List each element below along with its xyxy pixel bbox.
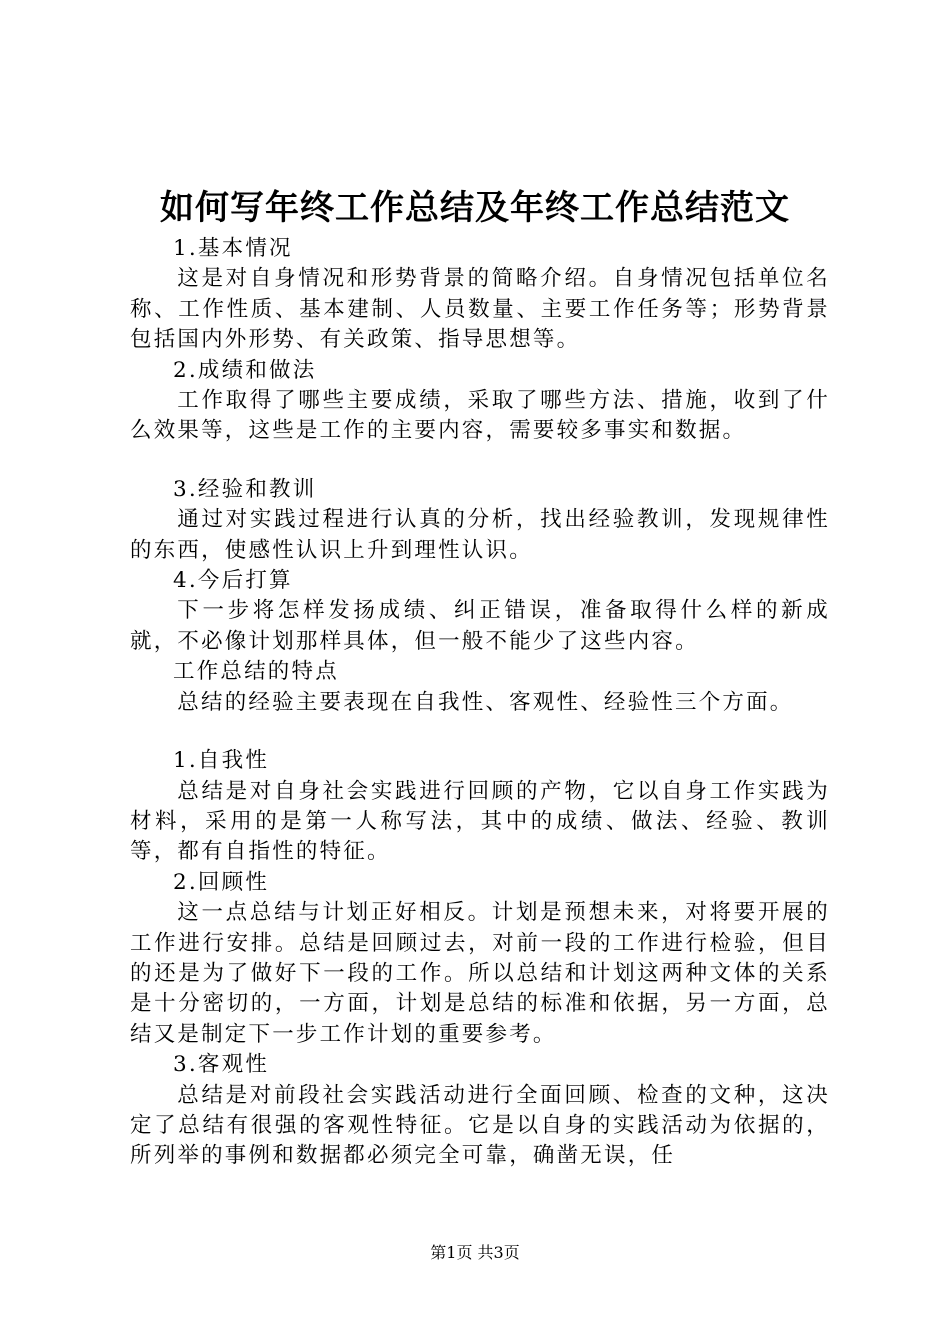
document-title: 如何写年终工作总结及年终工作总结范文 bbox=[160, 188, 790, 228]
section-heading-achievements: 2.成绩和做法 bbox=[173, 357, 317, 383]
section-heading-retrospective: 2.回顾性 bbox=[173, 869, 270, 895]
paragraph-achievements: 工作取得了哪些主要成绩，采取了哪些方法、措施，收到了什么效果等，这些是工作的主要内容，需要较多事实和数据。 bbox=[130, 388, 830, 444]
section-heading-self: 1.自我性 bbox=[173, 748, 270, 774]
paragraph-experience: 通过对实践过程进行认真的分析，找出经验教训，发现规律性的东西，使感性认识上升到理性认识。 bbox=[130, 507, 830, 563]
paragraph-retrospective: 这一点总结与计划正好相反。计划是预想未来，对将要开展的工作进行安排。总结是回顾过去，对前一段的工作进行检验，但目的还是为了做好下一段的工作。所以总结和计划这两种文体的关系是十分密切的，一方面，计划是总结的标准和依据，另一方面，总结又是制定下一步工作计划的重要参考。 bbox=[130, 900, 830, 1047]
paragraph-future-plans: 下一步将怎样发扬成绩、纠正错误，准备取得什么样的新成就，不必像计划那样具体，但一般不能少了这些内容。 bbox=[130, 598, 830, 654]
section-heading-experience: 3.经验和教训 bbox=[173, 476, 317, 502]
section-heading-features: 工作总结的特点 bbox=[173, 659, 339, 685]
paragraph-features: 总结的经验主要表现在自我性、客观性、经验性三个方面。 bbox=[177, 689, 794, 715]
document-body bbox=[130, 234, 830, 1172]
paragraph-basic-situation: 这是对自身情况和形势背景的简略介绍。自身情况包括单位名称、工作性质、基本建制、人员数量、主要工作任务等；形势背景包括国内外形势、有关政策、指导思想等。 bbox=[130, 266, 830, 353]
section-heading-objectivity: 3.客观性 bbox=[173, 1052, 270, 1078]
section-heading-future-plans: 4.今后打算 bbox=[173, 568, 293, 594]
section-heading-basic-situation: 1.基本情况 bbox=[173, 236, 293, 261]
paragraph-self: 总结是对自身社会实践进行回顾的产物，它以自身工作实践为材料，采用的是第一人称写法，其中的成绩、做法、经验、教训等，都有自指性的特征。 bbox=[130, 778, 830, 865]
paragraph-objectivity: 总结是对前段社会实践活动进行全面回顾、检查的文种，这决定了总结有很强的客观性特征。它是以自身的实践活动为依据的，所列举的事例和数据都必须完全可靠，确凿无误，任 bbox=[130, 1082, 830, 1169]
page-footer: 第1页 共3页 bbox=[430, 1243, 520, 1262]
